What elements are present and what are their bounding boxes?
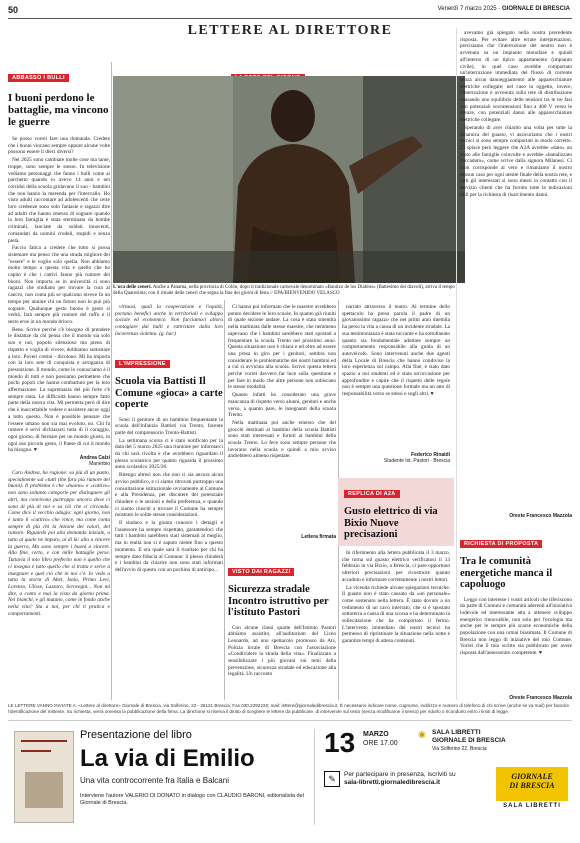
paragraph: Se posso vorrei fare una domanda. Credete che i buoni vincano sempre oppure alcune volte possono essere il dieci diversi? — [8, 136, 110, 156]
letter-tag: RICHIESTA DI PROPOSTA — [460, 540, 542, 548]
paragraph: virtuosi, quali la cooperazione e l'equità, portano benefici anche in territoriali e sviluppo sociale ed economico. Non facciamoci allora contagiare dai bulli e rattristare dalla loro incoerenza violenta. (g. bar.) — [115, 304, 223, 337]
paragraph: Con alcune classi quarte dell'Istituto Pastori abbiamo assistito, all'auditorium del Liceo Leonardo, ad uno spettacolo promosso da Ats, Polizia locale di Brescia con l'associazione «Condividere la strada della vita». Finalizzato a sensibilizzare i più giovani sui temi della prevenzione, sicurezza stradale ed educazione alla legalità. Un racconto — [228, 624, 336, 678]
venue-line: SALA LIBRETTI — [432, 729, 481, 736]
a2a-continued — [460, 30, 572, 519]
section-title: LETTERE AL DIRETTORE — [187, 23, 393, 38]
paper-name: GIORNALE DI BRESCIA — [501, 6, 570, 12]
letter-title: Scuola via Battisti Il Comune «gioca» a carte coperte — [115, 376, 223, 410]
ad-kicker: Presentazione del libro — [80, 729, 192, 741]
letter-title: Tra le comunità energetiche manca il capoluogo — [460, 556, 553, 590]
caption-text: Anche a Panama, nella provincia di Colón, dopo il tradizionale carnevale denominato «Bautizo de los Diablos» (Battesimo dei diavoli), arriva il tempo della Quaresima, con il rituale delle ceneri che segna la fine dei giorni di festa — [113, 285, 455, 297]
paragraph: Il sindaco e la giunta conosce i dettagli e l'assessore ha sempre rispettato, garantendoci che tutti i bambini sarebbero stati sistemati al meglio, ma in realtà non si è saputo niente fino a questo momento. E ora quale sarà il risultato per chi ha sempre dato fiducia al Comune: il plesso chiuderà e i bambini da chiarire non sono stati informati dell'avvio di questo con un pochino di anticipo... — [115, 520, 223, 573]
letter-body — [460, 30, 572, 513]
paragraph: Nel 2025 sono cambiate molte cose ma tante, troppe, sono sempre le stesse. In televisione vediamo personaggi che fanno i bulli come al parchetto quando io avevo 14 anni e nei corridoi della scuola gridavano il suo - bambini che non hanno la merenda per l'intervallo. Ho visto adulti raccontare ad adolescenti che certe loro credenze sono solo fantasie e ragazzi dire ad adulti che hanno smesso di sognare quando la loro famiglia è stata sterminata da bombe criminali, lanciate da soldati innocenti, comandati da uomini crudeli, stupidi e senza pietà. — [8, 157, 110, 244]
letter-signature-place: Manerbio — [89, 461, 110, 468]
letter-signature: Oreste Francesco Mazzola — [509, 513, 572, 519]
letter-signature: Federico Rinaldi — [411, 452, 450, 458]
paragraph: Ritengo altresì non che non ci sia ancora alcun avviso pubblico, e ci siamo ritrovati purtroppo una consultazione istituzionale ovviamente al Comune e alla Presidenza, per discutere del potenziale chiudere o le sezioni e della preferenza, e quando ci siamo riusciti a trovare il Comune ha sempre mostrato le solite stesse considerazioni. — [115, 472, 223, 519]
letter-continued — [228, 304, 336, 540]
letter-title: Sicurezza stradale Incontro istruttivo per l'istituto Pastori — [228, 584, 329, 618]
logo-sub: SALA LIBRETTI — [503, 803, 561, 809]
header-rule — [8, 18, 572, 19]
ad-venue — [432, 729, 506, 753]
rsvp-icon: ✎ — [324, 771, 340, 787]
letter-tag: ABBASSO I BULLI — [8, 74, 69, 82]
letter-signature: Andrea Calzi — [79, 455, 110, 462]
location-icon: ◉ — [418, 729, 426, 739]
page-number: 50 — [8, 5, 19, 15]
caption-lead: L'ora delle ceneri. — [113, 285, 152, 290]
letter-tag: VISTO DAI RAGAZZI — [228, 568, 294, 576]
paragraph: La settimana scorsa ci è stato notificato per la data del 5 marzo 2025 una riunione per informarci da chi sarà rivolta e che avrebbero riguardato il plesso scolastico per quanto riguarda il prossimo anno scolastico 2025/26. — [115, 437, 223, 471]
ad-divider — [314, 729, 315, 825]
photo-caption — [113, 285, 465, 298]
date-text: Venerdì 7 marzo 2025 · — [437, 6, 502, 12]
rsvp-link[interactable]: sala-libretti.giornaledibrescia.it — [344, 779, 441, 786]
letter-body — [460, 597, 572, 695]
letter-abbasso-bulli — [8, 66, 110, 617]
paragraph: narrato attraverso il teatro. Al termine dello spettacolo ha preso parola il padre di un giovanissimo ragazzo che nei primi anni duemila ha perso la vita a causa di un incidente stradale. La sua testimonianza è stata toccante e ha sottolineato quanto sia fondamentale adottare sempre un comportamento responsabile alla guida di un autoveicolo. Sono intervenuti anche due agenti della Locale di Brescia che hanno condiviso la loro esperienza sul campo. Alla fine, è stato dato spazio a noi studenti ed è stata un'occasione per approfondire e capire che il rispetto delle regole non è sempre una questione formale ma un atto di responsabilità verso se stessi e sugli altri. ♥ — [342, 304, 450, 398]
column-rule — [111, 62, 112, 700]
letter-continued-2 — [342, 304, 450, 464]
venue-line: GIORNALE DI BRESCIA — [432, 737, 506, 744]
letter-tag: REPLICA DI A2A — [344, 490, 400, 498]
letter-title: Gusto elettrico di via Bixio Nuove precisazioni — [344, 506, 438, 540]
ad-intro: Interviene l'autore VALERIO DI DONATO in dialogo con CLAUDIO BARONI, editorialista del Giornale di Brescia. — [80, 793, 304, 806]
logo-line: GIORNALE — [511, 772, 553, 781]
paragraph: Sono il genitore di un bambino frequentante la scuola dell'infanzia Battisti via Trento, facente parte del comprensorio Trento-Battisti. — [115, 416, 223, 436]
paragraph: La vicenda richiede alcune spiegazioni tecniche. Il guasto non è stato causato da «un personale» come sostenuto nella lettera. È stato dovuto a un cedimento di un cavo interrato, che si è spostato sottoterra a causa di una scossa e ha determinato la sollecitazione che ha comportato il fermo. L'intervento immediato dei nostri tecnici ha permesso di ripristinare la situazione nella notte e garantire tempi di attesa contenuti. — [342, 584, 450, 645]
photo-image — [113, 76, 465, 283]
letter-scuola-battisti — [115, 352, 223, 707]
letter-signature: Oreste Francesco Mazzola — [509, 694, 572, 701]
venue-address: Via Solferino 22, Brescia — [432, 746, 487, 752]
ad-day: 13 — [324, 727, 356, 758]
paragraph: Faccio fatica a credere che tutto si possa sistemare ma penso che una strada migliore dei "essere" e le voglio solo quella. Non abbiamo molto tempo a questa vita e quello che ho capito è che i cattivi fanno più rumore dei buoni. Non importa se in università ci sono ragazzi che studiano per trovare la cura al cancro, non conta più se qualcuno invece fa un tempo per aiutare chi un futuro non lo può più sognare. Qualunque gesto buono è gesto si vedrà, farà sempre più rumore del tuffo e il sesto eroe in un mondo brioco. — [8, 245, 110, 325]
letter-body-a2a — [342, 550, 450, 700]
letter-title: I buoni perdono le battaglie, ma vincono le guerre — [8, 92, 109, 128]
a2a-title-box — [338, 478, 454, 546]
letter-comunita-energetiche — [460, 532, 572, 701]
rsvp-text: Per partecipare in presenza, iscriviti su — [344, 771, 456, 778]
paragraph: In riferimento alla lettera pubblicata il 3 marzo, che torna sul guasto elettrico verificatosi il 13 febbraio in via Bixio, a Brescia, ci pare opportuno ulteriori precisazioni per ricostruire quanto accaduto e informare correttamente i nostri lettori. — [342, 550, 450, 583]
paragraph: Nella mattinata poi anche emerso che del giocchi destinati ai bambini della scuola Battisti sono stati interessati e forniti ai bambini della scuola Trento. Lo fece sono sempre persone che lavorano nella scuola e quindi a mio avviso andrebbero almeno rispettate. — [228, 419, 336, 460]
book-presentation-ad[interactable] — [8, 720, 572, 835]
paragraph: Caro Andrea, ha ragione: su più di un punto, specialmente sul «tutti (the fara più rumore dei buoni). Il problema è che «buono» e «cattivo» non sono soltanto categorie per distinguere gli altri, ma convivono purtroppo ancora dove ci sono di più di noi e su ciò che ci circonda. Come dice il vecchio adagio: ogni giorno, non è tanto il «cattivo» che vince, ma come conta sempre di più chi la lezione dei valori, del rumore. Riguardo poi alla domanda iniziale, a tutto al quale ne imparo, al di là: alla a vincere la guerra, Ma sono sempre i buoni a vincere. Alla fine, certo, e con mille battaglie perse. Tuttavia il mio libro preferito non è quello che ci insegna è tutto quello che si tratta e serve a insegnare e quel ciò che in noi c'è. Io vedo a tutta la storia di Abel, Isaia, Primo Levi, Lorenzo, Ulisse, Lazzaro, Scrovegni... Non mi dite, a conto e mai la vista da giorno prima. Nei bianchi, e gli mutano, come in fondo anche nella vita? Sta a noi, per chi ti pratica e comportamenti. — [8, 470, 110, 617]
letter-body — [342, 304, 450, 452]
letter-body — [115, 417, 223, 707]
reply-continued — [115, 304, 223, 339]
letter-body — [8, 136, 110, 454]
paragraph: Ci hanno poi informato che le maestre avrebbero potuto decidere le loro scuole. In quanto già riuniti di quale sezione andare. La cosa è stata smentita nella mattinata dalle stesse maestre, che nemmeno sapevano che i bambini sarebbero stati spostati a frequentare la scuola Trento nel prossimo anno. Questa situazione non è chiara e ed oltre ad essere una presa in giro per i genitori, sembra non considerare le problematiche dei nostri bambini ed a cui si avvicina alla scuola. Scrivo questa lettera perché vorrei davvero far luce sulla questione e per fare in modo che altre persone non subiscano le stesse modalità. — [228, 304, 336, 391]
photo-of-the-day — [113, 76, 465, 283]
ad-subtitle: Una vita controcorrente fra Italia e Balcani — [80, 776, 229, 785]
submission-notice: LE LETTERE VANNO INVIATE A: «Lettere al direttore» Giornale di Brescia, via Solferino, 22 - 25121 Brescia; Fax 030.2292226; mail: lettere@giornaledibrescia.it. È necessario indicare nome, cognome, indirizzo e numero di telefono di chi scrive (anche se va mail) per favorire l'identificazione del mittente. Su richiesta, verrà omessa la pubblicazione della firma. La direzione si riserva il diritto di scegliere le lettere da pubblicare, di intervenire sul testo (senza modificarne il senso) per ridurlo o ricondurlo entro i limiti di legge. — [8, 703, 570, 714]
paragraph: Bene. Scrive perché c'è bisogno di prendere le distanze da chi pensa che il mondo sia solo suo e noi, popolo silenzioso ma pieno di rispetto e voglia di vivere, dobbiamo sottostare a loro. Poveri cretini - dicolono. Mi ha importa con la loro sete di conquista e arroganza di presunzione. Il mondo, come lo conosciamo è il mondo di tutti e non possiamo permettere che pochi popoli che hanno combattuto per la loro affermazione. La supremazia del più forte c'è sempre stata. Le difficoltà hanno sempre fatto parte della nostra vita. Mi permetta però di dire che è inaccettabile vedere e assistere ancor oggi a tutto questo. Non è possibile pensare che l'essere umano non sia mai evoluto, no. Chi fa rumore è servi dichiararsi tutta di il coraggio, ogni giorno, di fermare per un mondo giusto, in ogni suo piccolo gesto, il Paese di cui il mondo ha bisogno. ♥ — [8, 326, 110, 454]
letter-signature-role: Studente Ist. Pastori · Brescia — [383, 458, 450, 464]
page-date — [438, 6, 570, 12]
ad-rsvp — [344, 771, 464, 787]
photo-credit: // EPA/BIENVENIDO VELASCO — [268, 291, 340, 297]
logo-line: DI BRESCIA — [509, 781, 555, 790]
director-reply — [8, 470, 110, 617]
ad-title: La via di Emilio — [80, 745, 255, 772]
paragraph: Sperando di aver chiarito una volta per tutte la dinamica del guasto, vi assicuriamo che i nostri tecnici si sono sempre comportati in modo corretto. Ci spiace però leggere che A2A avrebbe «dato» un aiuto alle famiglie coinvolte e avrebbe «banalizzato l'accaduto», come scrive dalla signora Milanesi. Ci mon corrisponde al vero e rimaniamo il nostro nessun caso per ogni utente finale della nostra rete, e tutti gli interessati si sono messi in contatto con il servizio clienti che ha fornito tutte le indicazioni utili per la richiesta di risarcimento danni. — [460, 124, 572, 198]
letter-signature: Lettera firmata — [301, 534, 336, 540]
letter-tag: L'IMPRESSIONE — [115, 360, 170, 368]
column-rule — [224, 300, 225, 700]
ad-time: ORE 17.00 — [363, 740, 398, 747]
paragraph: avevamo già spiegato nella nostra precedente risposta. Per evitare altre errate interpretazioni, precisiamo che l'interruzione del neutro non è avvenuta su un impianto monofase e quindi all'interno di un tipico appartamento (impianto civile), in quel caso avrebbe comportato un'interruzione immediata del flusso di corrente senza alcun danneggiamento alle apparecchiature elettriche collegate; nel caso in oggetto, invece, l'interruzione è avvenuta sulla rete di distribuzione causando uno squilibrio delle tensioni tra le tre fasi con potenziali sovratensioni fino a 400 V verso le utenze, con potenziali danni alle apparecchiature elettriche collegate. — [460, 30, 572, 124]
letter-sicurezza-stradale — [228, 560, 336, 707]
letter-body — [228, 625, 336, 707]
book-cover — [14, 731, 74, 823]
column-rule — [456, 28, 457, 700]
paragraph: Quanto infatti ho considerato una grave mancanza di rispetto verso alunni, genitori e anche verso, a quanto pare, le insegnanti della scuola Trento. — [228, 392, 336, 419]
paragraph: Leggo con interesse i vostri articoli che riferiscono da parte di Comuni e comunità aderenti all'iniziativa lodevole ed interessante atta a ottenere sviluppo energetico rinnovabile, non solo per l'ecologia ma anche per le sempre più scarse economiche della popolazione con una ormai biasimata. Il Comune di Brescia non leggo di iniziative del mio Comune. Vorrei che il mio scritto sia pubblicato per avere risposta dall'assessorato competente. ♥ — [460, 596, 572, 657]
gdb-logo — [496, 767, 568, 801]
letter-body — [228, 304, 336, 534]
ad-month: MARZO — [363, 731, 389, 738]
